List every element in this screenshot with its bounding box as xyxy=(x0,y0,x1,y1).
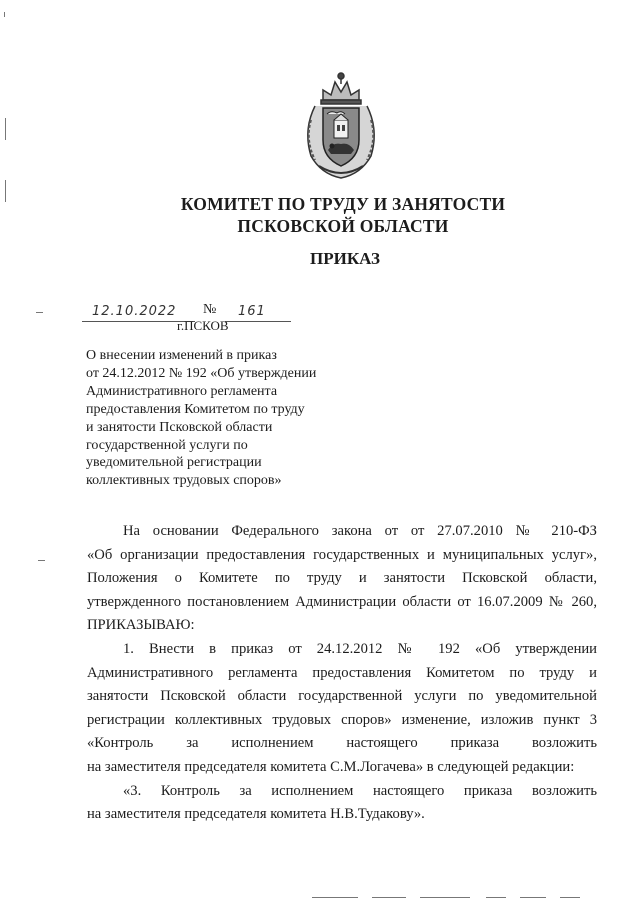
subject-line: О внесении изменений в приказ xyxy=(86,348,277,363)
new-item-3-line: на заместителя председателя комитета Н.В.Тудакову». xyxy=(87,806,425,823)
number-underline xyxy=(225,321,291,322)
subject-line: Административного регламента xyxy=(86,383,278,399)
order-command: ПРИКАЗЫВАЮ: xyxy=(87,617,195,634)
organization-title xyxy=(170,193,516,237)
scan-mark xyxy=(486,897,506,898)
new-item-3-line: «3. Контроль за исполнением настоящего приказа возложить xyxy=(123,782,597,799)
number-sign: № xyxy=(203,302,217,317)
scan-mark xyxy=(312,897,358,898)
organization-title-line2: ПСКОВСКОЙ ОБЛАСТИ xyxy=(237,216,449,236)
organization-title-line1: КОМИТЕТ ПО ТРУДУ И ЗАНЯТОСТИ xyxy=(180,194,506,214)
subject-line: уведомительной регистрации xyxy=(86,455,262,471)
scan-mark xyxy=(5,180,6,202)
scan-mark xyxy=(38,560,45,561)
scan-mark xyxy=(372,897,406,898)
item-1-line: Административного регламента предоставления Комитетом по труду и xyxy=(87,664,597,681)
subject-line: и занятости Псковской области xyxy=(86,419,273,435)
subject-line: от 24.12.2012 № 192 «Об утверждении xyxy=(86,365,317,381)
subject-line: государственной услуги по xyxy=(86,437,248,453)
scan-mark xyxy=(36,312,43,313)
handwritten-date: 12.10.2022 xyxy=(92,304,177,319)
preamble-line: утвержденного постановлением Администрации области от 16.07.2009 № 260, xyxy=(87,593,597,610)
scan-mark xyxy=(5,118,6,140)
subject-line: предоставления Комитетом по труду xyxy=(86,401,305,417)
scan-mark xyxy=(420,897,470,898)
pskov-coat-of-arms-icon xyxy=(301,70,381,182)
subject-line: коллективных трудовых споров» xyxy=(86,473,282,489)
order-subject xyxy=(86,347,386,490)
scan-mark xyxy=(560,897,580,898)
preamble-line: Положения о Комитете по труду и занятости Псковской области, xyxy=(87,570,597,587)
document-type-title: ПРИКАЗ xyxy=(310,249,380,268)
item-1-line: на заместителя председателя комитета С.М.Логачева» в следующей редакции: xyxy=(87,758,575,775)
preamble-line: На основании Федерального закона от от 27.07.2010 № 210-ФЗ xyxy=(123,523,597,539)
item-1-line: регистрации коллективных трудовых споров» изменение, изложив пункт 3 xyxy=(87,711,597,728)
city-label: г.ПСКОВ xyxy=(177,318,229,333)
order-body xyxy=(87,520,597,827)
handwritten-number: 161 xyxy=(238,304,266,319)
item-1-line: «Контроль за исполнением настоящего приказа возложить xyxy=(87,735,597,752)
item-1-line: занятости Псковской области государственной услуги по уведомительной xyxy=(87,688,597,705)
preamble-line: «Об организации предоставления государственных и муниципальных услуг», xyxy=(87,546,597,563)
item-1-line: 1. Внести в приказ от 24.12.2012 № 192 «Об утверждении xyxy=(123,640,597,657)
scan-mark xyxy=(520,897,546,898)
scan-mark xyxy=(4,12,5,17)
